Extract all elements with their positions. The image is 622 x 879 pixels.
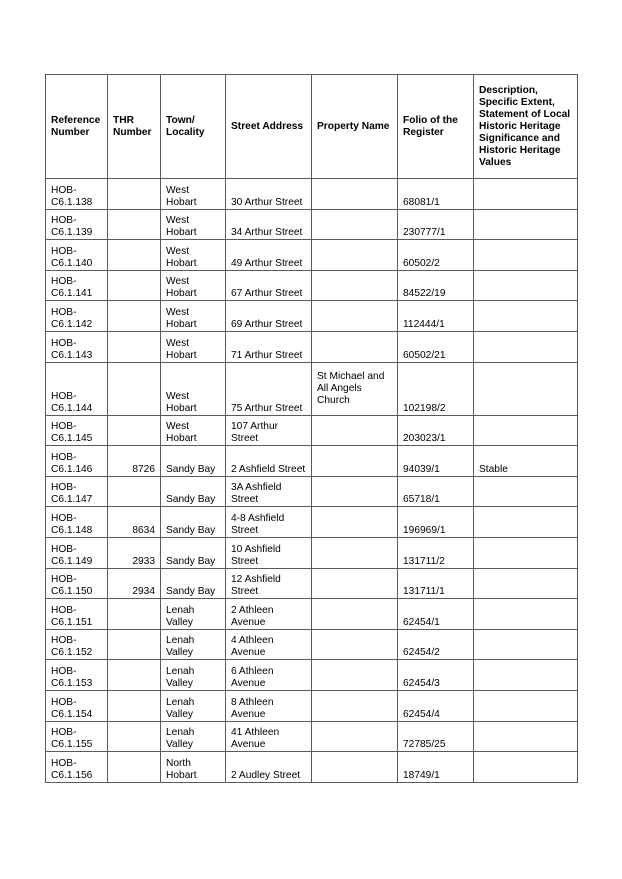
cell-reference-number: HOB-C6.1.138 xyxy=(46,179,108,210)
cell-street-address: 4-8 Ashfield Street xyxy=(226,507,312,538)
cell-town-locality: Sandy Bay xyxy=(161,446,226,477)
cell-thr-number xyxy=(108,599,161,630)
cell-street-address: 6 Athleen Avenue xyxy=(226,660,312,691)
cell-property-name xyxy=(312,301,398,332)
table-body xyxy=(46,179,578,783)
cell-reference-number: HOB-C6.1.149 xyxy=(46,537,108,568)
cell-folio: 60502/2 xyxy=(398,240,474,271)
cell-description xyxy=(474,568,578,599)
cell-property-name xyxy=(312,240,398,271)
cell-thr-number: 2934 xyxy=(108,568,161,599)
cell-folio: 72785/25 xyxy=(398,721,474,752)
cell-town-locality: Lenah Valley xyxy=(161,599,226,630)
header-reference-number: Reference Number xyxy=(46,75,108,179)
cell-property-name xyxy=(312,752,398,783)
cell-street-address: 2 Ashfield Street xyxy=(226,446,312,477)
cell-description xyxy=(474,629,578,660)
cell-folio: 62454/3 xyxy=(398,660,474,691)
table-row xyxy=(46,331,578,362)
cell-street-address: 3A Ashfield Street xyxy=(226,476,312,507)
cell-reference-number: HOB-C6.1.144 xyxy=(46,362,108,415)
cell-description xyxy=(474,507,578,538)
cell-folio: 203023/1 xyxy=(398,415,474,446)
table-row xyxy=(46,660,578,691)
cell-reference-number: HOB-C6.1.139 xyxy=(46,209,108,240)
cell-street-address: 10 Ashfield Street xyxy=(226,537,312,568)
cell-property-name xyxy=(312,599,398,630)
cell-thr-number xyxy=(108,415,161,446)
cell-thr-number xyxy=(108,301,161,332)
table-row xyxy=(46,721,578,752)
cell-town-locality: Lenah Valley xyxy=(161,690,226,721)
cell-property-name xyxy=(312,660,398,691)
table-row xyxy=(46,690,578,721)
cell-property-name xyxy=(312,179,398,210)
cell-town-locality: West Hobart xyxy=(161,415,226,446)
cell-description xyxy=(474,476,578,507)
cell-folio: 60502/21 xyxy=(398,331,474,362)
cell-folio: 94039/1 xyxy=(398,446,474,477)
cell-description xyxy=(474,599,578,630)
table-row xyxy=(46,446,578,477)
cell-reference-number: HOB-C6.1.150 xyxy=(46,568,108,599)
cell-street-address: 2 Athleen Avenue xyxy=(226,599,312,630)
cell-property-name xyxy=(312,415,398,446)
table-row xyxy=(46,629,578,660)
cell-folio: 65718/1 xyxy=(398,476,474,507)
cell-folio: 131711/2 xyxy=(398,537,474,568)
table-row xyxy=(46,568,578,599)
cell-town-locality: Sandy Bay xyxy=(161,476,226,507)
cell-town-locality: Sandy Bay xyxy=(161,507,226,538)
cell-thr-number xyxy=(108,660,161,691)
cell-thr-number xyxy=(108,721,161,752)
cell-property-name xyxy=(312,476,398,507)
cell-street-address: 69 Arthur Street xyxy=(226,301,312,332)
cell-folio: 18749/1 xyxy=(398,752,474,783)
cell-town-locality: Sandy Bay xyxy=(161,568,226,599)
cell-thr-number xyxy=(108,240,161,271)
cell-street-address: 4 Athleen Avenue xyxy=(226,629,312,660)
cell-street-address: 75 Arthur Street xyxy=(226,362,312,415)
table-row xyxy=(46,240,578,271)
table-row xyxy=(46,301,578,332)
cell-description: Stable xyxy=(474,446,578,477)
header-property-name: Property Name xyxy=(312,75,398,179)
cell-street-address: 107 Arthur Street xyxy=(226,415,312,446)
cell-description xyxy=(474,660,578,691)
cell-property-name xyxy=(312,629,398,660)
cell-property-name xyxy=(312,537,398,568)
cell-thr-number xyxy=(108,362,161,415)
cell-folio: 196969/1 xyxy=(398,507,474,538)
cell-property-name xyxy=(312,507,398,538)
cell-thr-number: 8634 xyxy=(108,507,161,538)
cell-description xyxy=(474,362,578,415)
header-folio: Folio of the Register xyxy=(398,75,474,179)
cell-reference-number: HOB-C6.1.155 xyxy=(46,721,108,752)
cell-folio: 62454/4 xyxy=(398,690,474,721)
cell-property-name xyxy=(312,446,398,477)
cell-street-address: 71 Arthur Street xyxy=(226,331,312,362)
cell-folio: 112444/1 xyxy=(398,301,474,332)
cell-description xyxy=(474,721,578,752)
cell-street-address: 12 Ashfield Street xyxy=(226,568,312,599)
cell-reference-number: HOB-C6.1.146 xyxy=(46,446,108,477)
cell-property-name xyxy=(312,690,398,721)
cell-thr-number xyxy=(108,690,161,721)
heritage-register-table xyxy=(45,74,578,783)
cell-town-locality: Sandy Bay xyxy=(161,537,226,568)
cell-reference-number: HOB-C6.1.151 xyxy=(46,599,108,630)
cell-town-locality: North Hobart xyxy=(161,752,226,783)
cell-street-address: 49 Arthur Street xyxy=(226,240,312,271)
cell-property-name xyxy=(312,270,398,301)
cell-town-locality: Lenah Valley xyxy=(161,721,226,752)
cell-property-name xyxy=(312,568,398,599)
cell-thr-number xyxy=(108,752,161,783)
cell-description xyxy=(474,301,578,332)
cell-description xyxy=(474,415,578,446)
cell-thr-number xyxy=(108,270,161,301)
cell-reference-number: HOB-C6.1.140 xyxy=(46,240,108,271)
cell-town-locality: West Hobart xyxy=(161,331,226,362)
cell-reference-number: HOB-C6.1.156 xyxy=(46,752,108,783)
cell-town-locality: Lenah Valley xyxy=(161,629,226,660)
table-row xyxy=(46,476,578,507)
table-row xyxy=(46,537,578,568)
cell-description xyxy=(474,270,578,301)
header-street-address: Street Address xyxy=(226,75,312,179)
cell-town-locality: West Hobart xyxy=(161,240,226,271)
cell-description xyxy=(474,240,578,271)
header-town-locality: Town/ Locality xyxy=(161,75,226,179)
cell-reference-number: HOB-C6.1.145 xyxy=(46,415,108,446)
cell-street-address: 34 Arthur Street xyxy=(226,209,312,240)
cell-thr-number xyxy=(108,209,161,240)
cell-reference-number: HOB-C6.1.142 xyxy=(46,301,108,332)
cell-folio: 131711/1 xyxy=(398,568,474,599)
cell-property-name: St Michael and All Angels Church xyxy=(312,362,398,415)
cell-town-locality: West Hobart xyxy=(161,362,226,415)
cell-description xyxy=(474,690,578,721)
table-row xyxy=(46,209,578,240)
cell-folio: 84522/19 xyxy=(398,270,474,301)
cell-description xyxy=(474,537,578,568)
cell-town-locality: West Hobart xyxy=(161,270,226,301)
table-row xyxy=(46,270,578,301)
header-thr-number: THR Number xyxy=(108,75,161,179)
cell-town-locality: West Hobart xyxy=(161,209,226,240)
cell-folio: 62454/2 xyxy=(398,629,474,660)
table-row xyxy=(46,179,578,210)
cell-description xyxy=(474,179,578,210)
cell-description xyxy=(474,331,578,362)
table-row xyxy=(46,752,578,783)
cell-thr-number: 8726 xyxy=(108,446,161,477)
cell-description xyxy=(474,752,578,783)
cell-folio: 68081/1 xyxy=(398,179,474,210)
cell-property-name xyxy=(312,721,398,752)
cell-town-locality: Lenah Valley xyxy=(161,660,226,691)
cell-town-locality: West Hobart xyxy=(161,301,226,332)
cell-reference-number: HOB-C6.1.143 xyxy=(46,331,108,362)
cell-reference-number: HOB-C6.1.147 xyxy=(46,476,108,507)
header-description: Description, Specific Extent, Statement of Local Historic Heritage Significance and Historic Heritage Values xyxy=(474,75,578,179)
cell-thr-number xyxy=(108,629,161,660)
cell-reference-number: HOB-C6.1.153 xyxy=(46,660,108,691)
cell-thr-number xyxy=(108,331,161,362)
table-row xyxy=(46,599,578,630)
cell-town-locality: West Hobart xyxy=(161,179,226,210)
cell-reference-number: HOB-C6.1.154 xyxy=(46,690,108,721)
cell-thr-number: 2933 xyxy=(108,537,161,568)
table-row xyxy=(46,415,578,446)
cell-reference-number: HOB-C6.1.152 xyxy=(46,629,108,660)
cell-street-address: 67 Arthur Street xyxy=(226,270,312,301)
table-header-row xyxy=(46,75,578,179)
cell-folio: 230777/1 xyxy=(398,209,474,240)
cell-street-address: 30 Arthur Street xyxy=(226,179,312,210)
cell-reference-number: HOB-C6.1.148 xyxy=(46,507,108,538)
cell-street-address: 2 Audley Street xyxy=(226,752,312,783)
cell-thr-number xyxy=(108,476,161,507)
cell-description xyxy=(474,209,578,240)
cell-property-name xyxy=(312,331,398,362)
cell-thr-number xyxy=(108,179,161,210)
cell-folio: 62454/1 xyxy=(398,599,474,630)
cell-street-address: 8 Athleen Avenue xyxy=(226,690,312,721)
cell-folio: 102198/2 xyxy=(398,362,474,415)
table-row xyxy=(46,507,578,538)
cell-reference-number: HOB-C6.1.141 xyxy=(46,270,108,301)
cell-property-name xyxy=(312,209,398,240)
table-row xyxy=(46,362,578,415)
cell-street-address: 41 Athleen Avenue xyxy=(226,721,312,752)
